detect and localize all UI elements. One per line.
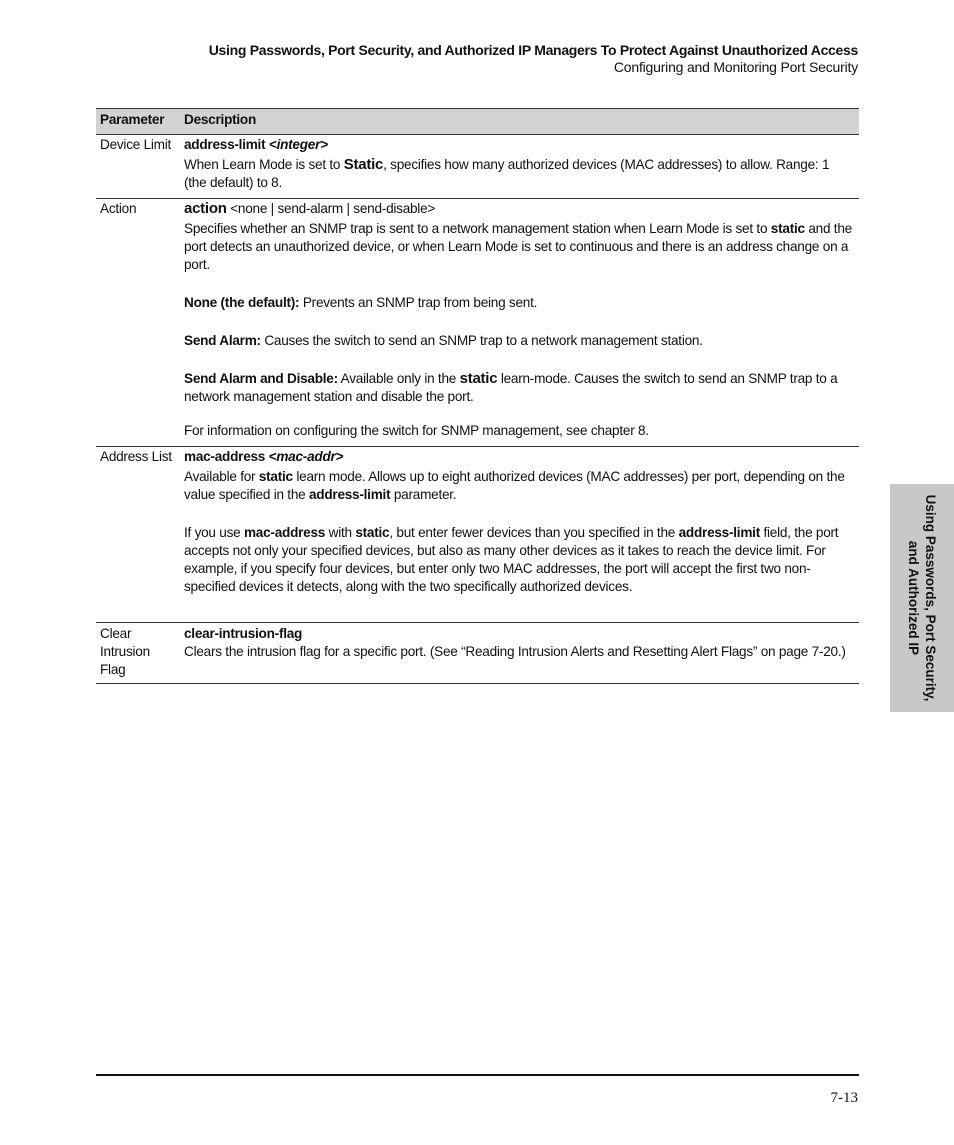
description-text: When Learn Mode is set to Static, specifies how many authorized devices (MAC addresses) to allow. Range: 1 (the default) to 8. xyxy=(184,156,830,190)
description-text: Clears the intrusion flag for a specific port. (See “Reading Intrusion Alerts and Resetting Alert Flags” on page 7-20.) xyxy=(184,644,846,659)
description-text: Specifies whether an SNMP trap is sent to a network management station when Learn Mode is set to static and the port detects an unauthorized device, or when Learn Mode is set to continuous and there is an address change on a port. xyxy=(184,221,852,272)
running-header xyxy=(209,41,858,76)
option-send-alarm: Send Alarm: Causes the switch to send an SNMP trap to a network management station. xyxy=(184,333,703,348)
parameter-name: Device Limit xyxy=(96,135,180,199)
parameter-table xyxy=(96,108,859,684)
chapter-title: Using Passwords, Port Security, and Authorized IP Managers To Protect Against Unauthorized Access xyxy=(208,42,858,58)
parameter-description xyxy=(180,135,859,199)
parameter-name: Address List xyxy=(96,447,180,623)
table-row xyxy=(96,199,859,447)
command-syntax: clear-intrusion-flag xyxy=(184,626,303,641)
option-send-alarm-disable: Send Alarm and Disable: Available only in the static learn-mode. Causes the switch to send an SNMP trap to a network management station and disable the port. xyxy=(184,370,838,404)
parameter-description xyxy=(180,447,859,623)
parameter-description xyxy=(180,623,859,684)
table-header-row xyxy=(96,109,859,135)
side-tab-label: Using Passwords, Port Security, and Authorized IP xyxy=(906,494,938,702)
parameter-name: Clear Intrusion Flag xyxy=(96,623,180,684)
page-number: 7-13 xyxy=(830,1090,858,1106)
table-row xyxy=(96,447,859,623)
command-syntax: address-limit <integer> xyxy=(184,137,328,152)
parameter-name: Action xyxy=(96,199,180,447)
footer-rule xyxy=(96,1074,859,1076)
description-text: Available for static learn mode. Allows up to eight authorized devices (MAC addresses) per port, depending on the value specified in the address-limit parameter. xyxy=(184,469,845,502)
parameter-description xyxy=(180,199,859,447)
table-row xyxy=(96,623,859,684)
command-syntax: mac-address <mac-addr> xyxy=(184,449,344,464)
section-title: Configuring and Monitoring Port Security xyxy=(613,59,858,75)
option-none: None (the default): Prevents an SNMP trap from being sent. xyxy=(184,295,538,310)
column-header-description: Description xyxy=(180,109,859,135)
chapter-side-tab xyxy=(890,484,954,712)
snmp-reference-note: For information on configuring the switch for SNMP management, see chapter 8. xyxy=(184,423,649,438)
table-row xyxy=(96,135,859,199)
command-syntax: action <none | send-alarm | send-disable> xyxy=(184,200,436,217)
column-header-parameter: Parameter xyxy=(96,109,180,135)
description-example: If you use mac-address with static, but enter fewer devices than you specified in the address-limit field, the port accepts not only your specified devices, but also as many other devices as it takes to reach the device limit. For example, if you specify four devices, but enter only two MAC addresses, the port will accept the first two non-specified devices it detects, along with the two specifically authorized devices. xyxy=(184,525,839,594)
